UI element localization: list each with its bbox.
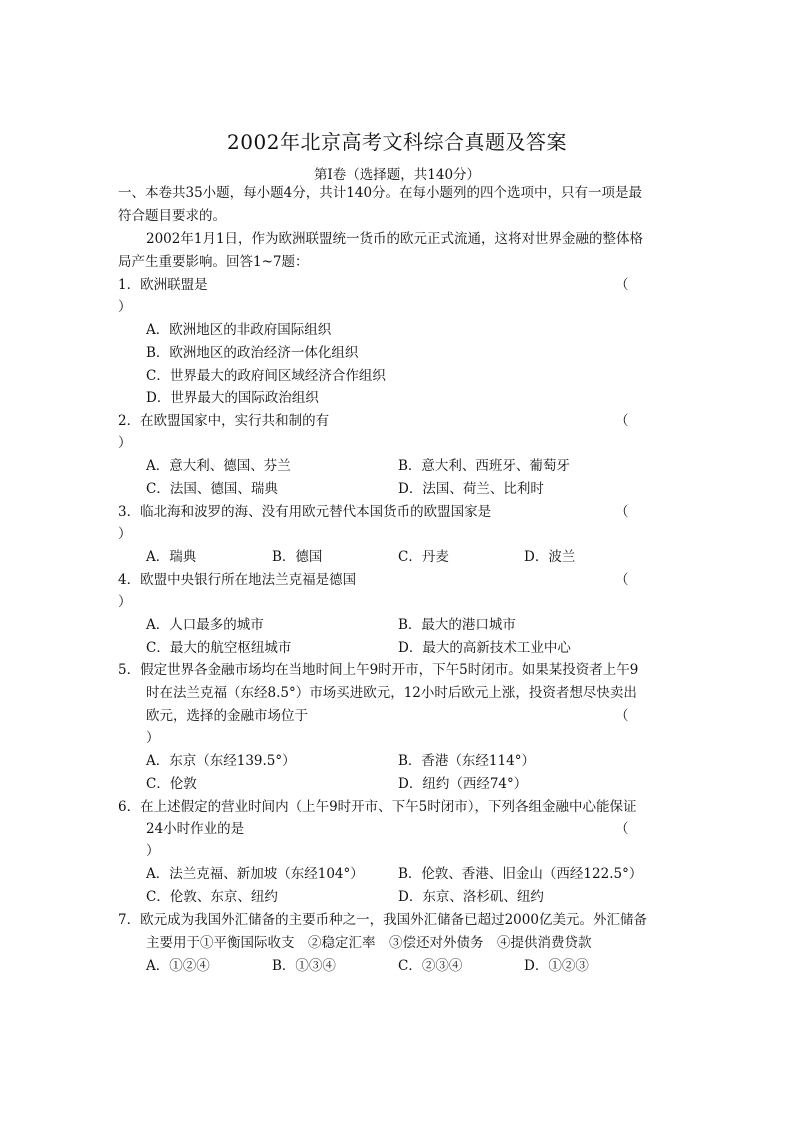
question-1-option-d: D．世界最大的国际政治组织 — [146, 390, 319, 406]
answer-close-paren: ） — [118, 594, 132, 610]
question-1-option-c: C．世界最大的政府间区域经济合作组织 — [146, 368, 386, 384]
question-4-option-c: C．最大的航空枢纽城市 — [146, 640, 292, 656]
question-5-stem: 5．假定世界各金融市场均在当地时间上午9时开市，下午5时闭市。如果某投资者上午9 — [118, 662, 639, 678]
question-6-option-c: C．伦敦、东京、纽约 — [146, 889, 278, 905]
question-4-option-a: A．人口最多的城市 — [146, 617, 264, 633]
passage-line: 局产生重要影响。回答1~7题： — [118, 254, 309, 270]
question-6-stem: 24小时作业的是 — [146, 821, 245, 837]
question-5-option-d: D．纽约（西经74°） — [398, 776, 528, 792]
question-1-stem: 1．欧洲联盟是 — [118, 277, 208, 293]
question-4-option-b: B．最大的港口城市 — [398, 617, 516, 633]
answer-close-paren: ） — [146, 843, 160, 859]
question-3-option-b: B．德国 — [272, 549, 323, 565]
answer-close-paren: ） — [118, 526, 132, 542]
instruction-line: 符合题目要求的。 — [118, 208, 226, 224]
question-3-stem: 3．临北海和波罗的海、没有用欧元替代本国货币的欧盟国家是 — [118, 504, 492, 520]
question-5-option-c: C．伦敦 — [146, 776, 197, 792]
instruction-line: 一、本卷共35小题，每小题4分，共计140分。在每小题列的四个选项中，只有一项是最 — [118, 185, 643, 201]
answer-open-paren: （ — [615, 821, 629, 837]
question-6-stem: 6．在上述假定的营业时间内（上午9时开市、下午5时闭市），下列各组金融中心能保证 — [118, 799, 637, 815]
question-7-option-b: B．①③④ — [272, 958, 336, 974]
question-7-stem: 7．欧元成为我国外汇储备的主要币种之一，我国外汇储备已超过2000亿美元。外汇储备 — [118, 912, 647, 928]
question-3-option-d: D．波兰 — [524, 549, 576, 565]
passage-line: 2002年1月1日，作为欧洲联盟统一货币的欧元正式流通，这将对世界金融的整体格 — [146, 231, 644, 247]
question-6-option-a: A．法兰克福、新加坡（东经104°） — [146, 866, 364, 882]
answer-open-paren: （ — [615, 708, 629, 724]
question-2-option-c: C．法国、德国、瑞典 — [146, 481, 278, 497]
question-6-option-d: D．东京、洛杉矶、纽约 — [398, 889, 544, 905]
answer-open-paren: （ — [615, 572, 629, 588]
question-6-option-b: B．伦敦、香港、旧金山（西经122.5°） — [398, 866, 643, 882]
question-4-stem: 4．欧盟中央银行所在地法兰克福是德国 — [118, 572, 357, 588]
answer-open-paren: （ — [615, 413, 629, 429]
answer-close-paren: ） — [146, 730, 160, 746]
question-4-option-d: D．最大的高新技术工业中心 — [398, 640, 571, 656]
question-5-option-b: B．香港（东经114°） — [398, 753, 535, 769]
question-2-option-d: D．法国、荷兰、比利时 — [398, 481, 544, 497]
question-5-option-a: A．东京（东经139.5°） — [146, 753, 296, 769]
answer-close-paren: ） — [118, 299, 132, 315]
answer-open-paren: （ — [615, 277, 629, 293]
question-3-option-c: C．丹麦 — [398, 549, 449, 565]
question-2-option-b: B．意大利、西班牙、葡萄牙 — [398, 458, 570, 474]
question-7-option-c: C．②③④ — [398, 958, 463, 974]
answer-close-paren: ） — [118, 435, 132, 451]
question-5-stem: 时在法兰克福（东经8.5°）市场买进欧元，12小时后欧元上涨，投资者想尽快卖出 — [146, 685, 637, 701]
question-2-stem: 2．在欧盟国家中，实行共和制的有 — [118, 413, 330, 429]
question-1-option-a: A．欧洲地区的非政府国际组织 — [146, 322, 332, 338]
question-7-stem: 主要用于①平衡国际收支 ②稳定汇率 ③偿还对外债务 ④提供消费贷款 — [146, 935, 592, 951]
question-7-option-a: A．①②④ — [146, 958, 210, 974]
question-2-option-a: A．意大利、德国、芬兰 — [146, 458, 291, 474]
question-5-stem: 欧元，选择的金融市场位于 — [146, 708, 308, 724]
page-title: 2002年北京高考文科综合真题及答案 — [227, 130, 567, 154]
question-3-option-a: A．瑞典 — [146, 549, 197, 565]
section-heading: 第Ⅰ卷（选择题，共140分） — [313, 167, 481, 183]
question-7-option-d: D．①②③ — [524, 958, 589, 974]
answer-open-paren: （ — [615, 504, 629, 520]
question-1-option-b: B．欧洲地区的政治经济一体化组织 — [146, 345, 359, 361]
